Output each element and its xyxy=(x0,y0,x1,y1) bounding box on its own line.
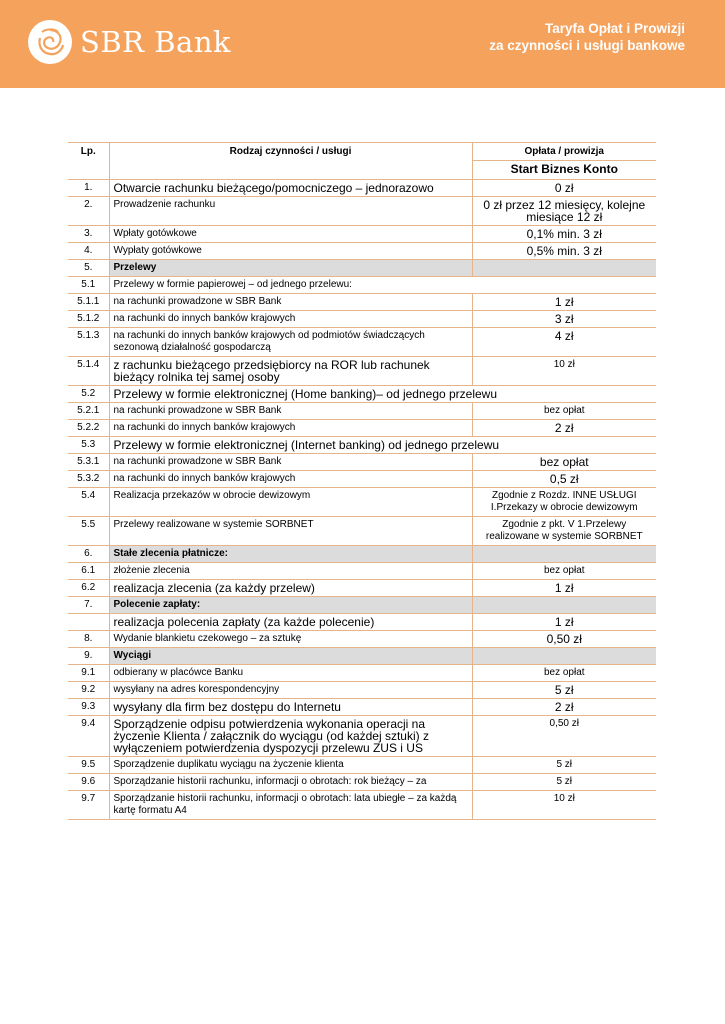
row-lp: 5.2.1 xyxy=(68,403,109,420)
row-description: Stałe zlecenia płatnicze: xyxy=(109,546,472,563)
row-description: realizacja polecenia zapłaty (za każde polecenie) xyxy=(109,614,472,631)
table-row xyxy=(68,311,656,328)
product-name: Start Biznes Konto xyxy=(472,161,656,180)
row-description: z rachunku bieżącego przedsiębiorcy na ROR lub rachunek bieżący rolnika tej samej osoby xyxy=(109,357,472,386)
row-description: na rachunki do innych banków krajowych xyxy=(109,311,472,328)
row-description: Przelewy w formie elektronicznej (Home banking)– od jednego przelewu xyxy=(109,386,656,403)
table-row xyxy=(68,260,656,277)
col-lp-header: Lp. xyxy=(68,143,109,180)
row-description: złożenie zlecenia xyxy=(109,563,472,580)
table-row xyxy=(68,180,656,197)
row-lp: 9.6 xyxy=(68,774,109,791)
table-row xyxy=(68,403,656,420)
row-lp: 6.1 xyxy=(68,563,109,580)
table-header-row xyxy=(68,143,656,161)
row-lp: 5.1.2 xyxy=(68,311,109,328)
table-row xyxy=(68,614,656,631)
brand-name: SBR Bank xyxy=(80,25,232,59)
table-row xyxy=(68,716,656,757)
table-row xyxy=(68,648,656,665)
row-description: Wydanie blankietu czekowego – za sztukę xyxy=(109,631,472,648)
row-fee: Zgodnie z pkt. V 1.Przelewy realizowane w systemie SORBNET xyxy=(472,517,656,546)
row-fee: 5 zł xyxy=(472,757,656,774)
row-fee: bez opłat xyxy=(472,454,656,471)
row-lp: 7. xyxy=(68,597,109,614)
row-fee: 5 zł xyxy=(472,774,656,791)
row-description: Sporządzanie historii rachunku, informacji o obrotach: lata ubiegłe – za każdą kartę formatu A4 xyxy=(109,791,472,820)
row-fee: 0,50 zł xyxy=(472,716,656,757)
row-description: na rachunki do innych banków krajowych xyxy=(109,471,472,488)
table-row xyxy=(68,597,656,614)
table-row xyxy=(68,243,656,260)
row-lp: 9. xyxy=(68,648,109,665)
row-lp: 4. xyxy=(68,243,109,260)
table-row xyxy=(68,357,656,386)
row-description: Otwarcie rachunku bieżącego/pomocniczego – jednorazowo xyxy=(109,180,472,197)
table-row xyxy=(68,699,656,716)
row-fee: bez opłat xyxy=(472,665,656,682)
row-lp xyxy=(68,614,109,631)
table-row xyxy=(68,546,656,563)
row-fee: 1 zł xyxy=(472,580,656,597)
row-lp: 9.3 xyxy=(68,699,109,716)
row-description: Wypłaty gotówkowe xyxy=(109,243,472,260)
table-row xyxy=(68,197,656,226)
row-description: Przelewy w formie elektronicznej (Internet banking) od jednego przelewu xyxy=(109,437,656,454)
table-row xyxy=(68,420,656,437)
row-fee: 0 zł xyxy=(472,180,656,197)
row-fee: 10 zł xyxy=(472,791,656,820)
row-fee xyxy=(472,260,656,277)
row-fee xyxy=(472,546,656,563)
table-row xyxy=(68,665,656,682)
table-row xyxy=(68,757,656,774)
row-description: realizacja zlecenia (za każdy przelew) xyxy=(109,580,472,597)
row-lp: 9.2 xyxy=(68,682,109,699)
row-lp: 6. xyxy=(68,546,109,563)
row-description: Sporządzenie odpisu potwierdzenia wykonania operacji na życzenie Klienta / załącznik do wyciągu (od każdej sztuki) z wyłączeniem potwierdzenia dyspozycji przelewu ZUS i US xyxy=(109,716,472,757)
row-lp: 5.4 xyxy=(68,488,109,517)
table-row xyxy=(68,277,656,294)
page-header xyxy=(0,0,725,88)
row-lp: 5.2 xyxy=(68,386,109,403)
row-lp: 5.3.2 xyxy=(68,471,109,488)
row-description: odbierany w placówce Banku xyxy=(109,665,472,682)
row-fee: 4 zł xyxy=(472,328,656,357)
row-description: na rachunki prowadzone w SBR Bank xyxy=(109,454,472,471)
row-description: na rachunki do innych banków krajowych xyxy=(109,420,472,437)
row-description: Przelewy realizowane w systemie SORBNET xyxy=(109,517,472,546)
row-lp: 6.2 xyxy=(68,580,109,597)
row-description: Polecenie zapłaty: xyxy=(109,597,472,614)
row-fee xyxy=(472,597,656,614)
rose-icon xyxy=(28,20,72,64)
row-lp: 9.4 xyxy=(68,716,109,757)
row-lp: 9.1 xyxy=(68,665,109,682)
row-description: Sporządzenie duplikatu wyciągu na życzenie klienta xyxy=(109,757,472,774)
row-lp: 8. xyxy=(68,631,109,648)
row-lp: 5. xyxy=(68,260,109,277)
table-row xyxy=(68,471,656,488)
row-lp: 5.1.3 xyxy=(68,328,109,357)
row-fee: 10 zł xyxy=(472,357,656,386)
tariff-table xyxy=(68,142,656,820)
col-service-header: Rodzaj czynności / usługi xyxy=(109,143,472,180)
table-row xyxy=(68,563,656,580)
row-fee: 0,1% min. 3 zł xyxy=(472,226,656,243)
row-description: Wpłaty gotówkowe xyxy=(109,226,472,243)
row-lp: 5.5 xyxy=(68,517,109,546)
row-fee: Zgodnie z Rozdz. INNE USŁUGI I.Przekazy w obrocie dewizowym xyxy=(472,488,656,517)
row-lp: 9.5 xyxy=(68,757,109,774)
row-fee: 5 zł xyxy=(472,682,656,699)
row-fee: 0,5 zł xyxy=(472,471,656,488)
row-fee: 0 zł przez 12 miesięcy, kolejne miesiące 12 zł xyxy=(472,197,656,226)
row-fee: 0,50 zł xyxy=(472,631,656,648)
row-description: Wyciągi xyxy=(109,648,472,665)
row-fee: 1 zł xyxy=(472,294,656,311)
row-lp: 1. xyxy=(68,180,109,197)
col-fee-header: Opłata / prowizja xyxy=(472,143,656,161)
row-lp: 2. xyxy=(68,197,109,226)
row-lp: 9.7 xyxy=(68,791,109,820)
row-lp: 5.3.1 xyxy=(68,454,109,471)
row-fee xyxy=(472,648,656,665)
row-fee: 1 zł xyxy=(472,614,656,631)
row-lp: 5.1.1 xyxy=(68,294,109,311)
row-description: wysyłany dla firm bez dostępu do Internetu xyxy=(109,699,472,716)
row-fee: 3 zł xyxy=(472,311,656,328)
row-description: Prowadzenie rachunku xyxy=(109,197,472,226)
title-line-2: za czynności i usługi bankowe xyxy=(489,38,685,53)
table-row xyxy=(68,517,656,546)
document-title xyxy=(489,20,685,54)
row-lp: 5.3 xyxy=(68,437,109,454)
row-description: wysyłany na adres korespondencyjny xyxy=(109,682,472,699)
row-lp: 5.1 xyxy=(68,277,109,294)
table-row xyxy=(68,774,656,791)
row-description: Realizacja przekazów w obrocie dewizowym xyxy=(109,488,472,517)
row-fee: 0,5% min. 3 zł xyxy=(472,243,656,260)
bank-logo xyxy=(28,16,231,68)
row-description: na rachunki prowadzone w SBR Bank xyxy=(109,403,472,420)
table-row xyxy=(68,226,656,243)
row-lp: 3. xyxy=(68,226,109,243)
table-row xyxy=(68,791,656,820)
title-line-1: Taryfa Opłat i Prowizji xyxy=(544,21,685,36)
row-description: na rachunki do innych banków krajowych od podmiotów świadczących sezonową działalność gospodarczą xyxy=(109,328,472,357)
row-description: na rachunki prowadzone w SBR Bank xyxy=(109,294,472,311)
table-row xyxy=(68,454,656,471)
row-lp: 5.1.4 xyxy=(68,357,109,386)
table-row xyxy=(68,631,656,648)
table-row xyxy=(68,580,656,597)
table-row xyxy=(68,437,656,454)
row-description: Sporządzanie historii rachunku, informacji o obrotach: rok bieżący – za xyxy=(109,774,472,791)
row-fee: 2 zł xyxy=(472,420,656,437)
row-fee: bez opłat xyxy=(472,563,656,580)
table-row xyxy=(68,386,656,403)
row-fee: 2 zł xyxy=(472,699,656,716)
row-lp: 5.2.2 xyxy=(68,420,109,437)
table-row xyxy=(68,682,656,699)
row-description: Przelewy xyxy=(109,260,472,277)
table-row xyxy=(68,328,656,357)
table-row xyxy=(68,488,656,517)
table-row xyxy=(68,294,656,311)
row-description: Przelewy w formie papierowej – od jednego przelewu: xyxy=(109,277,656,294)
row-fee: bez opłat xyxy=(472,403,656,420)
